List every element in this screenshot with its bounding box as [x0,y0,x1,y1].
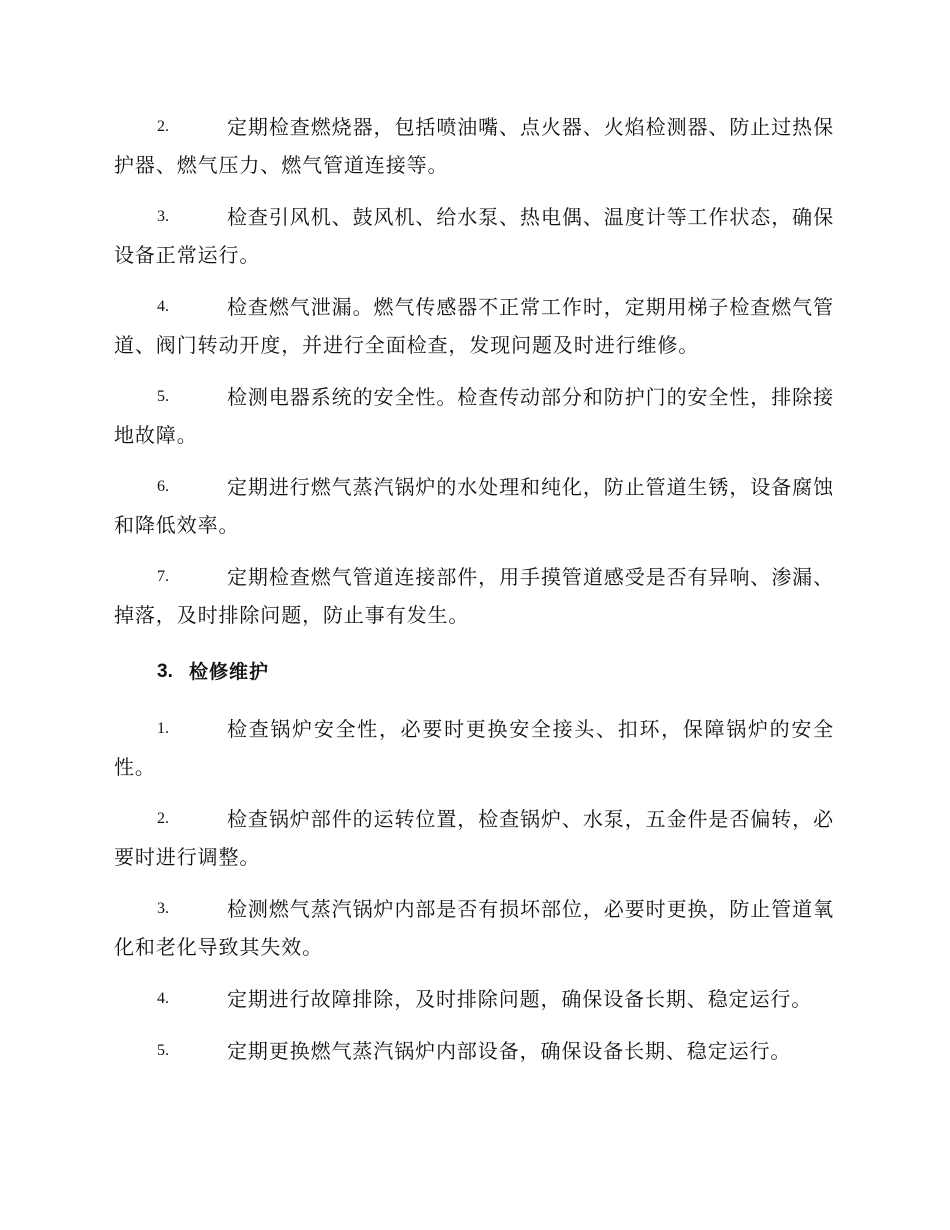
list-item [114,890,834,966]
list-item-text: 检查引风机、鼓风机、给水泵、热电偶、温度计等工作状态，确保设备正常运行。 [114,205,834,267]
list-item [114,288,834,364]
list-item-number: 1. [157,720,169,737]
list-item-number: 5. [157,388,169,405]
list-item [114,800,834,876]
list-item-number: 6. [157,478,169,495]
list-item-text: 定期进行故障排除，及时排除问题，确保设备长期、稳定运行。 [227,987,813,1011]
list-item-text: 定期更换燃气蒸汽锅炉内部设备，确保设备长期、稳定运行。 [227,1039,792,1063]
list-item-text: 检查燃气泄漏。燃气传感器不正常工作时，定期用梯子检查燃气管道、阀门转动开度，并进行全面检查，发现问题及时进行维修。 [114,295,834,357]
list-item-number: 4. [157,990,169,1007]
list-item-text: 检测燃气蒸汽锅炉内部是否有损坏部位，必要时更换，防止管道氧化和老化导致其失效。 [114,897,834,959]
list-item [114,198,834,274]
list-item-text: 定期检查燃烧器，包括喷油嘴、点火器、火焰检测器、防止过热保护器、燃气压力、燃气管道连接等。 [114,115,834,177]
list-item-number: 4. [157,298,169,315]
list-item-text: 定期进行燃气蒸汽锅炉的水处理和纯化，防止管道生锈，设备腐蚀和降低效率。 [114,475,834,537]
list-item-number: 2. [157,810,169,827]
list-item-number: 3. [157,900,169,917]
section-heading-number: 3. [157,661,173,682]
list-item [114,558,834,634]
list-item [114,108,834,184]
list-item-number: 3. [157,208,169,225]
document-body [114,108,834,1070]
list-item-number: 2. [157,118,169,135]
list-item [114,378,834,454]
list-item-text: 检查锅炉安全性，必要时更换安全接头、扣环，保障锅炉的安全性。 [114,717,834,779]
list-item-text: 定期检查燃气管道连接部件，用手摸管道感受是否有异响、渗漏、掉落，及时排除问题，防止事有发生。 [114,565,834,627]
section-heading [114,648,834,696]
list-item-text: 检测电器系统的安全性。检查传动部分和防护门的安全性，排除接地故障。 [114,385,834,447]
list-item [114,980,834,1018]
list-item [114,710,834,786]
list-item-text: 检查锅炉部件的运转位置，检查锅炉、水泵，五金件是否偏转，必要时进行调整。 [114,807,834,869]
list-item-number: 5. [157,1042,169,1059]
list-item-number: 7. [157,568,169,585]
list-item [114,1032,834,1070]
list-item [114,468,834,544]
section-heading-title: 检修维护 [189,661,270,683]
